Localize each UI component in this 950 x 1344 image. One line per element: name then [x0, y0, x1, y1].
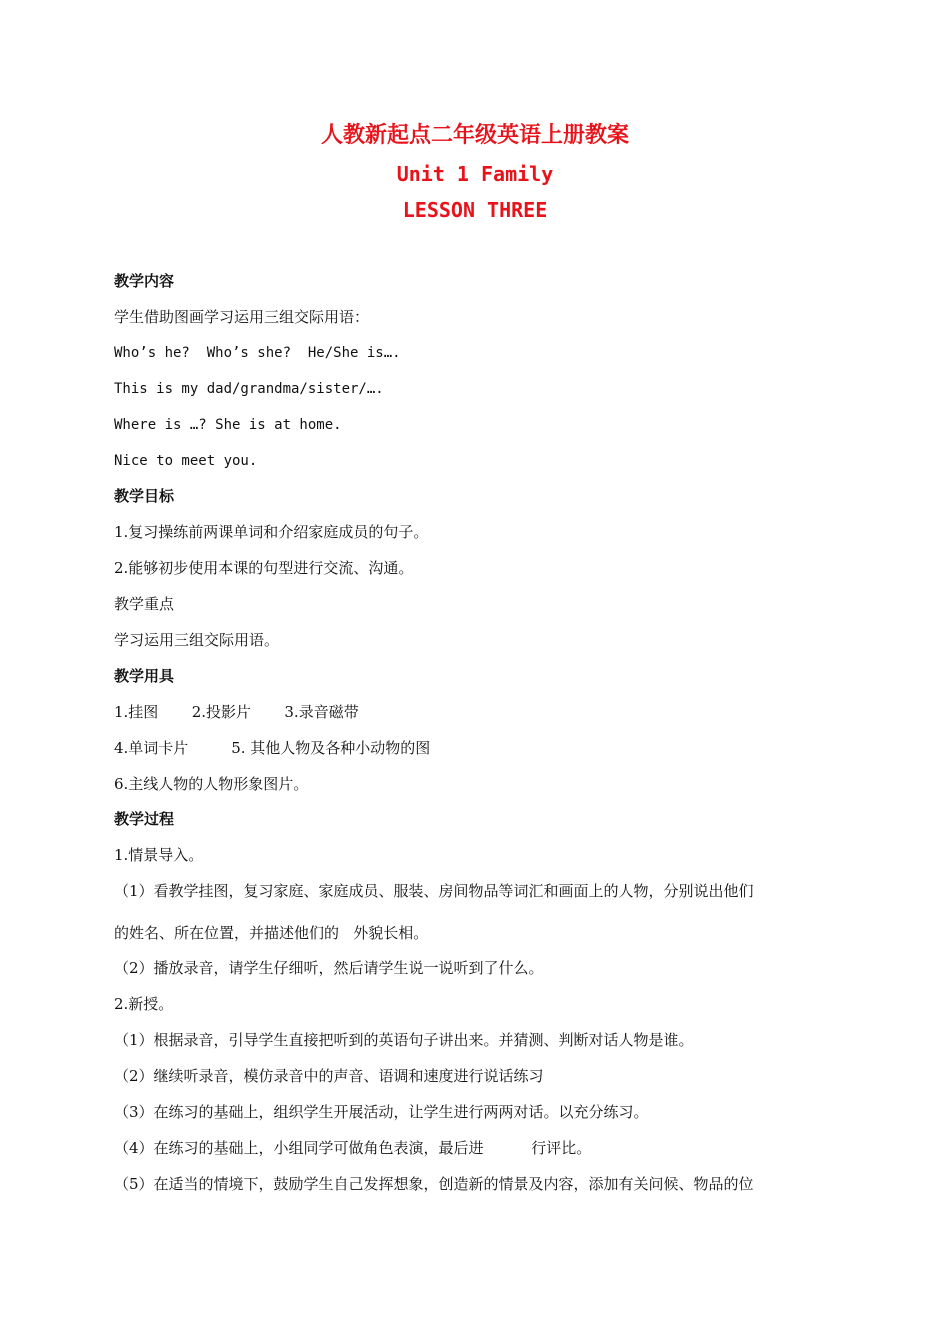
process-substep: （1）根据录音，引导学生直接把听到的英语句子讲出来。并猜测、判断对话人物是谁。 — [114, 1031, 694, 1049]
content-line: Who’s he? Who’s she? He/She is…. — [114, 345, 401, 361]
process-substep-continued: 的姓名、所在位置，并描述他们的 外貌长相。 — [114, 924, 429, 942]
process-substep: （5）在适当的情境下，鼓励学生自己发挥想象，创造新的情景及内容，添加有关问候、物品的位 — [114, 1175, 754, 1193]
process-substep: （3）在练习的基础上，组织学生开展活动，让学生进行两两对话。以充分练习。 — [114, 1103, 649, 1121]
content-intro: 学生借助图画学习运用三组交际用语： — [114, 308, 370, 326]
process-substep: （1）看教学挂图，复习家庭、家庭成员、服装、房间物品等词汇和画面上的人物，分别说出他们 — [114, 882, 754, 900]
content-line: Nice to meet you. — [114, 453, 258, 469]
section-heading-process: 教学过程 — [114, 810, 175, 828]
section-heading-goals: 教学目标 — [114, 487, 175, 505]
content-line: Where is …? She is at home. — [114, 417, 342, 433]
tools-row: 1.挂图 2.投影片 3.录音磁带 — [114, 703, 359, 721]
unit-title: Unit 1 Family — [396, 162, 554, 186]
focus-text: 学习运用三组交际用语。 — [114, 631, 280, 649]
process-step: 1.情景导入。 — [114, 846, 204, 864]
tools-row: 4.单词卡片 5. 其他人物及各种小动物的图 — [114, 739, 431, 757]
section-heading-focus: 教学重点 — [114, 595, 175, 613]
process-substep: （2）播放录音，请学生仔细听，然后请学生说一说听到了什么。 — [114, 959, 544, 977]
process-substep: （2）继续听录音，模仿录音中的声音、语调和速度进行说话练习 — [114, 1067, 544, 1085]
section-heading-tools: 教学用具 — [114, 667, 175, 685]
content-line: This is my dad/grandma/sister/…. — [114, 381, 384, 397]
document-title: 人教新起点二年级英语上册教案 — [320, 122, 629, 148]
lesson-title: LESSON THREE — [402, 198, 548, 222]
goal-item: 2.能够初步使用本课的句型进行交流、沟通。 — [114, 559, 414, 577]
tools-row: 6.主线人物的人物形象图片。 — [114, 775, 309, 793]
process-step: 2.新授。 — [114, 995, 174, 1013]
goal-item: 1.复习操练前两课单词和介绍家庭成员的句子。 — [114, 523, 429, 541]
process-substep: （4）在练习的基础上，小组同学可做角色表演，最后进 行评比。 — [114, 1139, 592, 1157]
section-heading-content: 教学内容 — [114, 272, 175, 290]
